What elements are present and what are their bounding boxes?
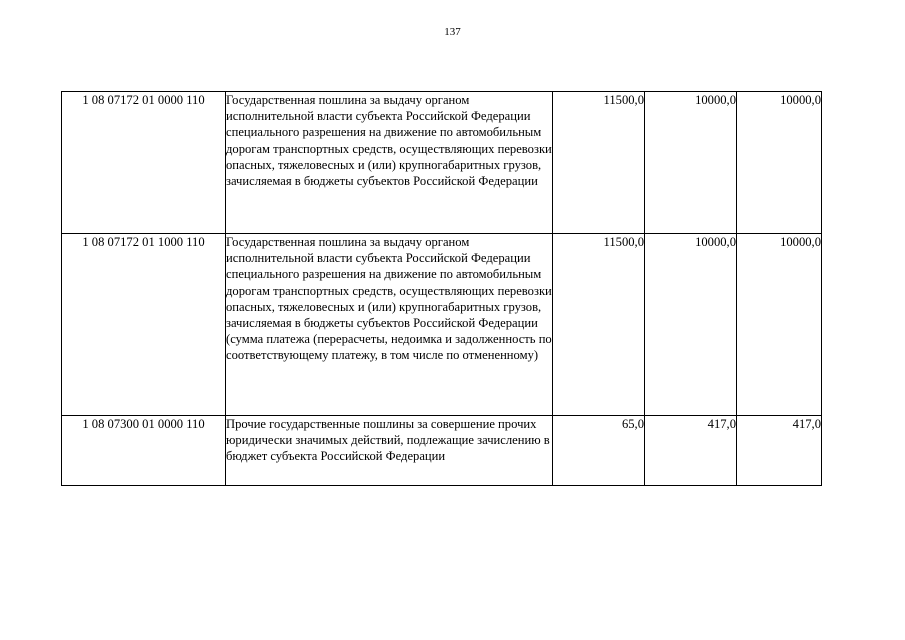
table-row <box>62 416 822 486</box>
page-number: 137 <box>444 26 461 38</box>
amount-cell-year-1: 11500,0 <box>553 234 645 416</box>
amount-cell-year-2: 417,0 <box>645 416 737 486</box>
amount-cell-year-3: 10000,0 <box>737 234 822 416</box>
revenue-code-cell: 1 08 07172 01 1000 110 <box>62 234 226 416</box>
table-row <box>62 234 822 416</box>
revenue-description-cell: Прочие государственные пошлины за совершение прочих юридически значимых действий, подлежащие зачислению в бюджет субъекта Российской Федерации <box>226 416 553 486</box>
budget-revenue-table <box>61 91 822 486</box>
revenue-code-cell: 1 08 07172 01 0000 110 <box>62 92 226 234</box>
revenue-description-cell: Государственная пошлина за выдачу органом исполнительной власти субъекта Российской Федерации специального разрешения на движение по автомобильным дорогам транспортных средств, осуществляющих перевозки опасных, тяжеловесных и (или) крупногабаритных грузов, зачисляемая в бюджеты субъектов Российской Федерации <box>226 92 553 234</box>
amount-cell-year-1: 65,0 <box>553 416 645 486</box>
revenue-code-cell: 1 08 07300 01 0000 110 <box>62 416 226 486</box>
amount-cell-year-2: 10000,0 <box>645 92 737 234</box>
amount-cell-year-1: 11500,0 <box>553 92 645 234</box>
revenue-description-cell: Государственная пошлина за выдачу органом исполнительной власти субъекта Российской Федерации специального разрешения на движение по автомобильным дорогам транспортных средств, осуществляющих перевозки опасных, тяжеловесных и (или) крупногабаритных грузов, зачисляемая в бюджеты субъектов Российской Федерации (сумма платежа (перерасчеты, недоимка и задолженность по соответствующему платежу, в том числе по отмененному) <box>226 234 553 416</box>
amount-cell-year-2: 10000,0 <box>645 234 737 416</box>
amount-cell-year-3: 417,0 <box>737 416 822 486</box>
amount-cell-year-3: 10000,0 <box>737 92 822 234</box>
table-row <box>62 92 822 234</box>
